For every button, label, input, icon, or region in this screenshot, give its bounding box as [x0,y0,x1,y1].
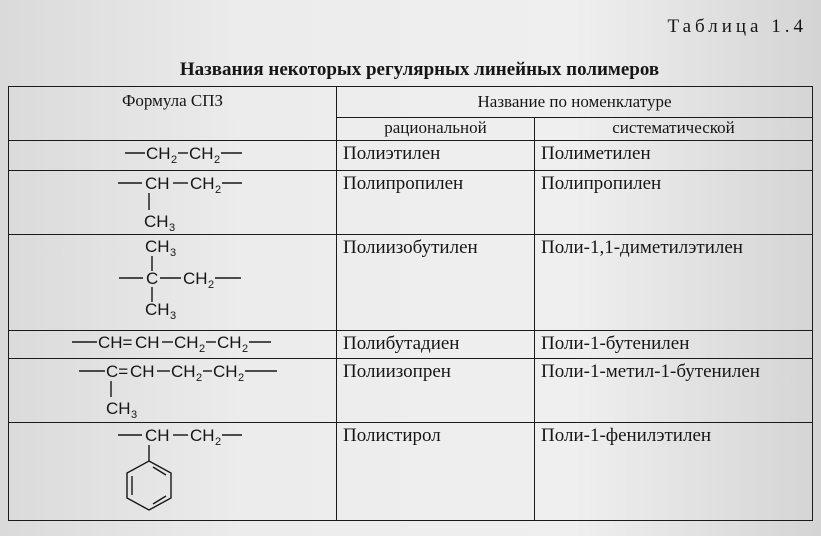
formula-polystyrene [9,423,337,521]
formula-atom-label: CH [190,174,215,193]
formula-polyisobutylene [9,235,337,331]
header-systematic: систематической [535,118,813,141]
table-row [9,141,813,171]
formula-atom-label: 3 [170,247,177,259]
formula-atom-label: CH [189,144,214,163]
benzene-ring [127,461,171,510]
formula-atom-label: CH [190,426,215,445]
formula-polypropylene [9,171,337,235]
systematic-name: Поли-1-метил-1-бутенилен [535,359,813,423]
table-row [9,235,813,331]
formula-atom-label: C= [106,362,129,381]
formula-atom-label: 2 [242,343,249,355]
table-row [9,359,813,423]
formula-atom-label: CH= [98,333,133,352]
formula-atom-label: CH [144,212,169,231]
rational-name: Полибутадиен [337,331,535,359]
systematic-name: Полипропилен [535,171,813,235]
formula-atom-label: CH [146,144,171,163]
formula-atom-label: CH [183,269,208,288]
formula-polyisoprene [9,359,337,423]
formula-atom-label: CH [217,333,242,352]
header-rational: рациональной [337,118,535,141]
formula-atom-label: C [146,269,159,288]
formula-bond-line [153,496,166,504]
formula-atom-label: 3 [131,409,138,420]
formula-atom-label: CH [145,426,170,445]
systematic-name: Полиметилен [535,141,813,171]
table-row [9,423,813,521]
table-row [9,331,813,359]
header-nomenclature: Название по номенклатуре [337,87,813,118]
rational-name: Полипропилен [337,171,535,235]
formula-polybutadiene [9,331,337,359]
systematic-name: Поли-1-фенилэтилен [535,423,813,521]
formula-atom-label: 2 [214,154,221,166]
systematic-name: Поли-1,1-диметилэтилен [535,235,813,331]
formula-atom-label: CH [135,333,160,352]
formula-atom-label: 3 [170,310,177,322]
table-row [9,171,813,235]
header-formula: Формула СПЗ [9,87,337,141]
formula-atom-label: 2 [171,154,178,166]
formula-atom-label: CH [106,399,131,418]
formula-atom-label: 2 [238,372,245,384]
rational-name: Полистирол [337,423,535,521]
table-title: Названия некоторых регулярных линейных полимеров [179,59,660,80]
formula-atom-label: 2 [215,436,222,448]
formula-atom-label: CH [171,362,196,381]
formula-atom-label: 2 [196,372,203,384]
formula-polyethylene [9,141,337,171]
rational-name: Полиизобутилен [337,235,535,331]
formula-atom-label: CH [130,362,155,381]
formula-bond-line [153,467,166,475]
formula-atom-label: 3 [169,222,176,232]
systematic-name: Поли-1-бутенилен [535,331,813,359]
formula-atom-label: 2 [199,343,206,355]
formula-atom-label: 2 [215,184,222,196]
table-number: Таблица 1.4 [667,16,807,37]
formula-atom-label: CH [174,333,199,352]
formula-atom-label: 2 [208,279,215,291]
formula-atom-label: CH [145,300,170,319]
rational-name: Полиизопрен [337,359,535,423]
rational-name: Полиэтилен [337,141,535,171]
formula-atom-label: CH [213,362,238,381]
polymer-names-table [8,86,813,521]
formula-atom-label: CH [145,237,170,256]
formula-atom-label: CH [145,174,170,193]
